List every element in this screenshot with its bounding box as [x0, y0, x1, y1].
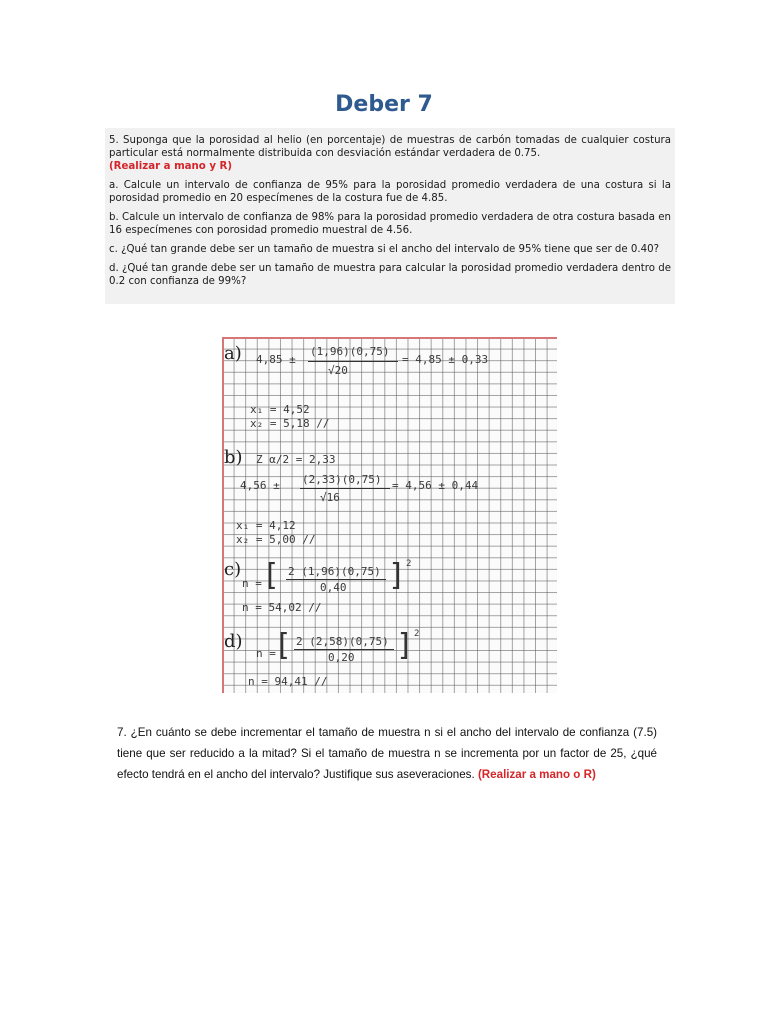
page-title: Deber 7: [335, 92, 433, 117]
solution-d-fraction-bar: [294, 649, 394, 650]
solution-b-fraction-bar: [300, 488, 390, 489]
solution-c-right-bracket: ]: [390, 558, 402, 593]
solution-c-fraction-bar: [286, 579, 386, 580]
solution-c-numerator: 2 (1,96)(0,75): [288, 565, 381, 578]
solution-d-right-bracket: ]: [398, 628, 410, 663]
problem-7-note: (Realizar a mano o R): [477, 768, 596, 781]
problem-7-text: 7. ¿En cuánto se debe incrementar el tamaño de muestra n si el ancho del intervalo de confianza (7.5) tiene que ser reducido a la mitad? Si el tamaño de muestra n se incrementa por un factor de 25, ¿qué efecto tendrá en el ancho del intervalo? Justifique sus aseveraciones.: [117, 726, 657, 781]
problem-5-part-d: d. ¿Qué tan grande debe ser un tamaño de muestra para calcular la porosidad promedio verdadera dentro de 0.2 con confianza de 99%?: [109, 263, 671, 287]
problem-5-intro: [109, 134, 671, 173]
solution-a-fraction-bar: [308, 361, 398, 362]
problem-7: [117, 722, 657, 785]
grid-margin-top: [222, 337, 557, 339]
solution-a-mean: 4,85 ±: [256, 353, 296, 366]
solution-a-numerator: (1,96)(0,75): [310, 345, 390, 358]
solution-a-x2: x₂ = 5,18 //: [250, 417, 330, 430]
problem-5-part-c: c. ¿Qué tan grande debe ser un tamaño de muestra si el ancho del intervalo de 95% tiene que ser de 0.40?: [109, 244, 659, 255]
solution-b-z: Z α/2 = 2,33: [256, 453, 336, 466]
solution-d-left-bracket: [: [278, 628, 290, 663]
solution-c-left-bracket: [: [266, 558, 278, 593]
solution-a-label: a): [224, 343, 242, 364]
problem-5-part-a: a. Calcule un intervalo de confianza de 95% para la porosidad promedio verdadera de una costura si la porosidad promedio en 20 especímenes de la costura fue de 4.85.: [109, 180, 671, 204]
solution-c-denominator: 0,40: [320, 581, 347, 594]
solution-c-result: n = 54,02 //: [242, 601, 322, 614]
solution-d-label: d): [224, 631, 243, 652]
problem-5-part-b: b. Calcule un intervalo de confianza de 98% para la porosidad promedio verdadera de otra costura basada en 16 especímenes con porosidad promedio muestral de 4.56.: [109, 212, 671, 236]
solution-d-numerator: 2 (2,58)(0,75): [296, 635, 389, 648]
solution-b-mean: 4,56 ±: [240, 479, 280, 492]
problem-5-scan: [105, 128, 675, 304]
solution-d-denominator: 0,20: [328, 651, 355, 664]
solution-a-result: = 4,85 ± 0,33: [402, 353, 489, 366]
solution-a-x1: x₁ = 4,52: [250, 403, 310, 416]
solution-c-n: n =: [242, 577, 262, 590]
solution-b-denominator-value: 16: [326, 491, 340, 504]
solution-b-x2: x₂ = 5,00 //: [236, 533, 316, 546]
solution-a-denominator: √20: [328, 364, 348, 377]
solution-d-n: n =: [256, 647, 276, 660]
solution-b-numerator: (2,33)(0,75): [302, 473, 382, 486]
problem-5-intro-text: 5. Suponga que la porosidad al helio (en porcentaje) de muestras de carbón tomadas de cualquier costura particular está normalmente distribuida con desviación estándar verdadera de 0.75.: [109, 135, 671, 159]
solution-c-label: c): [224, 559, 242, 580]
solution-b-x1: x₁ = 4,12: [236, 519, 296, 532]
solution-c-exponent: 2: [406, 559, 412, 569]
solution-b-denominator: √16: [320, 491, 340, 504]
handwritten-solution-grid: [222, 337, 557, 693]
solution-d-result: n = 94,41 //: [248, 675, 328, 688]
solution-d-exponent: 2: [414, 629, 420, 639]
problem-5-note: (Realizar a mano y R): [109, 161, 233, 172]
solution-b-label: b): [224, 447, 243, 468]
solution-a-denominator-value: 20: [334, 364, 348, 377]
solution-b-result: = 4,56 ± 0,44: [392, 479, 479, 492]
